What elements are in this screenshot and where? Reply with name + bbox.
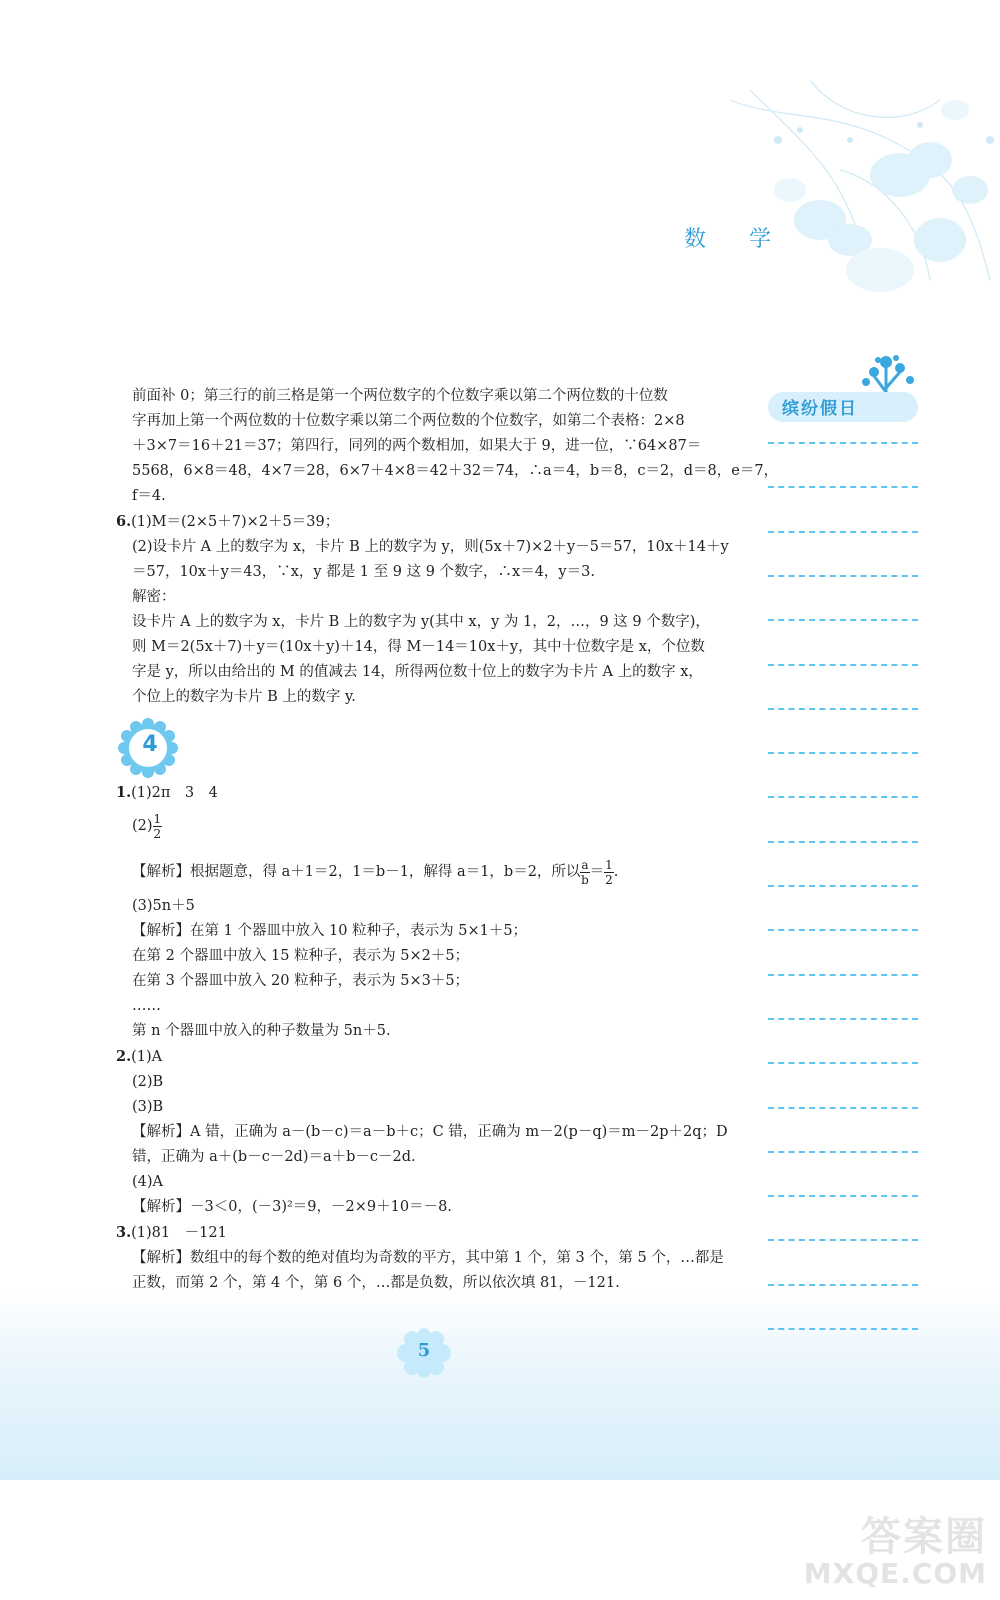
- answer-line: (1)2π 3 4: [131, 785, 218, 801]
- answer-line: (1)A: [131, 1049, 163, 1065]
- fraction: [580, 858, 589, 887]
- question-3: [116, 1220, 752, 1246]
- question-number: 2.: [116, 1048, 132, 1065]
- numerator: 1: [153, 811, 162, 826]
- note-line: [768, 752, 918, 754]
- bottom-gradient-band: [0, 1290, 1000, 1480]
- answer-line: (3)5n＋5: [132, 898, 195, 914]
- denominator: 2: [153, 826, 162, 841]
- period: .: [613, 864, 619, 880]
- analysis-line: 【解析】－3＜0，(－3)²＝9，－2×9＋10＝－8.: [132, 1199, 452, 1215]
- note-line: [768, 619, 918, 621]
- note-line: [768, 796, 918, 798]
- watermark: [800, 1505, 995, 1595]
- answer-line: (4)A: [132, 1174, 164, 1190]
- page-number-badge: [392, 1328, 456, 1378]
- analysis-line: 【解析】在第 1 个器皿中放入 10 粒种子，表示为 5×1＋5；: [132, 923, 528, 939]
- part-label: (2): [132, 818, 153, 834]
- equals-sign: ＝: [589, 864, 605, 880]
- page-number: 5: [417, 1340, 431, 1361]
- note-line: [768, 1239, 918, 1241]
- analysis-line: 在第 3 个器皿中放入 20 粒种子，表示为 5×3＋5；: [132, 973, 470, 989]
- subject-title: 数 学: [684, 227, 789, 252]
- note-line: [768, 841, 918, 843]
- note-line: [768, 1107, 918, 1109]
- numerator: a: [581, 857, 589, 872]
- analysis-line: 正数，而第 2 个，第 4 个，第 6 个，…都是负数，所以依次填 81，－121.: [132, 1275, 620, 1291]
- answer-line: (2)设卡片 A 上的数字为 x，卡片 B 上的数字为 y，则(5x＋7)×2＋y－5＝57，10x＋14＋y: [132, 539, 729, 555]
- analysis-text: 【解析】根据题意，得 a＋1＝2，1＝b－1，解得 a＝1，b＝2，所以: [132, 864, 581, 880]
- note-line: [768, 974, 918, 976]
- note-line: [768, 575, 918, 577]
- question-number: 6.: [116, 513, 132, 530]
- note-line: [768, 1328, 918, 1330]
- text-line: 字再加上第一个两位数的十位数字乘以第二个两位数的个位数字，如第二个表格：2×8: [132, 413, 685, 429]
- text-line: 前面补 0；第三行的前三格是第一个两位数字的个位数字乘以第二个两位数的十位数: [132, 388, 668, 404]
- analysis-line: [132, 852, 752, 892]
- note-line: [768, 1018, 918, 1020]
- watermark-text-en: MXQE.COM: [803, 1557, 987, 1590]
- note-line: [768, 929, 918, 931]
- note-line: [768, 1195, 918, 1197]
- numerator: 1: [605, 857, 613, 872]
- answer-line: (3)B: [132, 1099, 164, 1115]
- question-2: [116, 1044, 752, 1070]
- note-line: [768, 1151, 918, 1153]
- section-number: 4: [142, 732, 158, 757]
- answer-line: (2)B: [132, 1074, 164, 1090]
- text-line: f＝4.: [132, 488, 166, 504]
- note-line: [768, 1284, 918, 1286]
- explain-line: 字是 y，所以由给出的 M 的值减去 14，所得两位数十位上的数字为卡片 A 上的数字 x，: [132, 664, 703, 680]
- denominator: b: [581, 872, 589, 887]
- analysis-line: 错，正确为 a＋(b－c－2d)＝a＋b－c－2d.: [132, 1149, 416, 1165]
- note-line: [768, 442, 918, 444]
- section-badge: [120, 710, 752, 774]
- answer-line: ＝57，10x＋y＝43，∵x，y 都是 1 至 9 这 9 个数字，∴x＝4，y＝3.: [132, 564, 595, 580]
- explain-heading: 解密：: [132, 589, 176, 605]
- denominator: 2: [605, 872, 613, 887]
- answer-line: (1)81 －121: [131, 1225, 227, 1241]
- text-line: 5568，6×8＝48，4×7＝28，6×7＋4×8＝42＋32＝74，∴a＝4，b＝8，c＝2，d＝8，e＝7，: [132, 463, 779, 479]
- notes-sidebar: [768, 350, 928, 1300]
- analysis-line: 【解析】数组中的每个数的绝对值均为奇数的平方，其中第 1 个，第 3 个，第 5 个，…都是: [132, 1250, 724, 1266]
- note-line: [768, 708, 918, 710]
- watermark-text-cn: 答案圈: [861, 1514, 987, 1560]
- fraction: [604, 858, 614, 887]
- note-line: [768, 1062, 918, 1064]
- note-line: [768, 486, 918, 488]
- explain-line: 个位上的数字为卡片 B 上的数字 y.: [132, 689, 356, 705]
- explain-line: 则 M＝2(5x＋7)＋y＝(10x＋y)＋14，得 M－14＝10x＋y，其中十位数字是 x，个位数: [132, 639, 705, 655]
- question-6: [116, 509, 752, 535]
- analysis-line: 在第 2 个器皿中放入 15 粒种子，表示为 5×2＋5；: [132, 948, 470, 964]
- answer-content: [116, 384, 779, 1296]
- note-line: [768, 531, 918, 533]
- question-number: 3.: [116, 1224, 132, 1241]
- question-number: 1.: [116, 784, 132, 801]
- fraction: [153, 812, 163, 841]
- note-line: [768, 664, 918, 666]
- explain-line: 设卡片 A 上的数字为 x，卡片 B 上的数字为 y(其中 x，y 为 1，2，…，9 这 9 个数字)，: [132, 614, 710, 630]
- analysis-line: 【解析】A 错，正确为 a－(b－c)＝a－b＋c；C 错，正确为 m－2(p－q)＝m－2p＋2q；D: [132, 1124, 728, 1140]
- answer-line: [132, 806, 752, 846]
- analysis-line: 第 n 个器皿中放入的种子数量为 5n＋5.: [132, 1023, 391, 1039]
- question-1: [116, 780, 752, 806]
- holiday-badge-label: 缤纷假日: [782, 399, 858, 419]
- note-line: [768, 885, 918, 887]
- text-line: ＋3×7＝16＋21＝37；第四行，同列的两个数相加，如果大于 9，进一位，∵64×87＝: [132, 438, 702, 454]
- answer-line: (1)M＝(2×5＋7)×2＋5＝39；: [131, 514, 340, 530]
- floral-decoration: [690, 80, 1000, 320]
- analysis-line: ……: [132, 998, 161, 1014]
